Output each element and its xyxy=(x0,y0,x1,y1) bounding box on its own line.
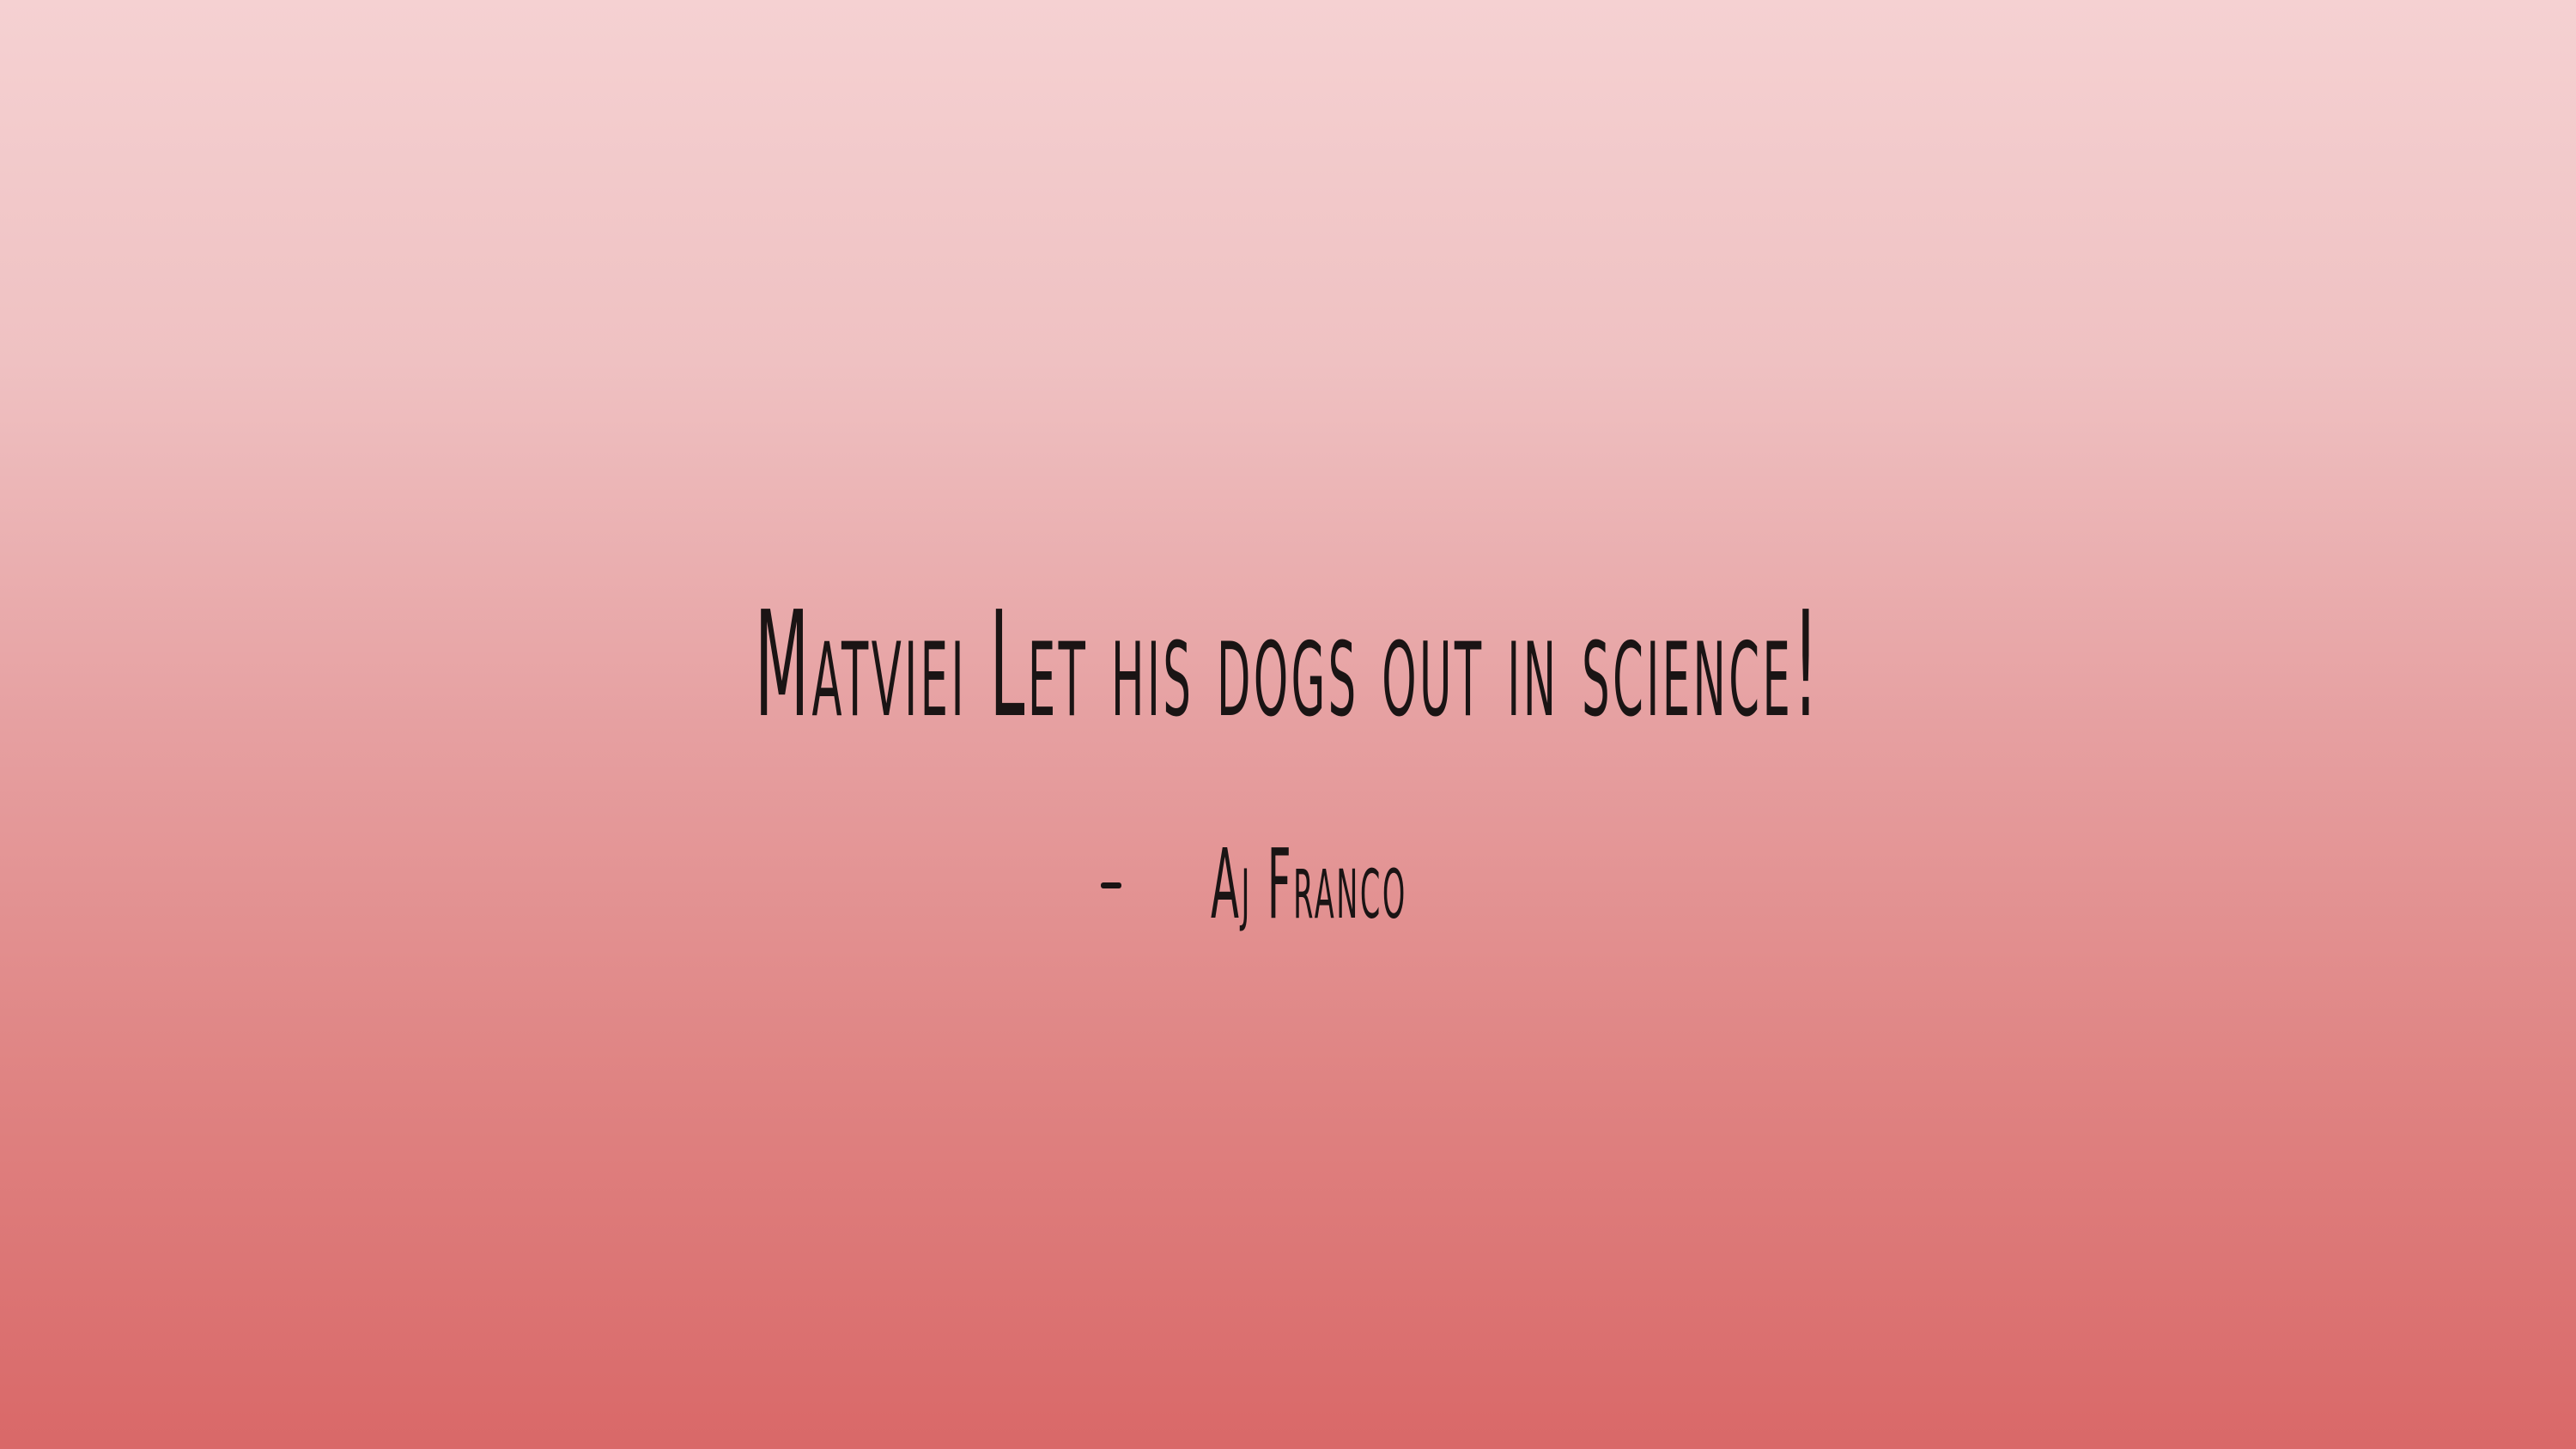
author-name: Aj Franco xyxy=(1211,829,1407,941)
quote-text: Matviei Let his dogs out in science! xyxy=(755,580,1821,750)
attribution-dash xyxy=(1101,882,1121,888)
